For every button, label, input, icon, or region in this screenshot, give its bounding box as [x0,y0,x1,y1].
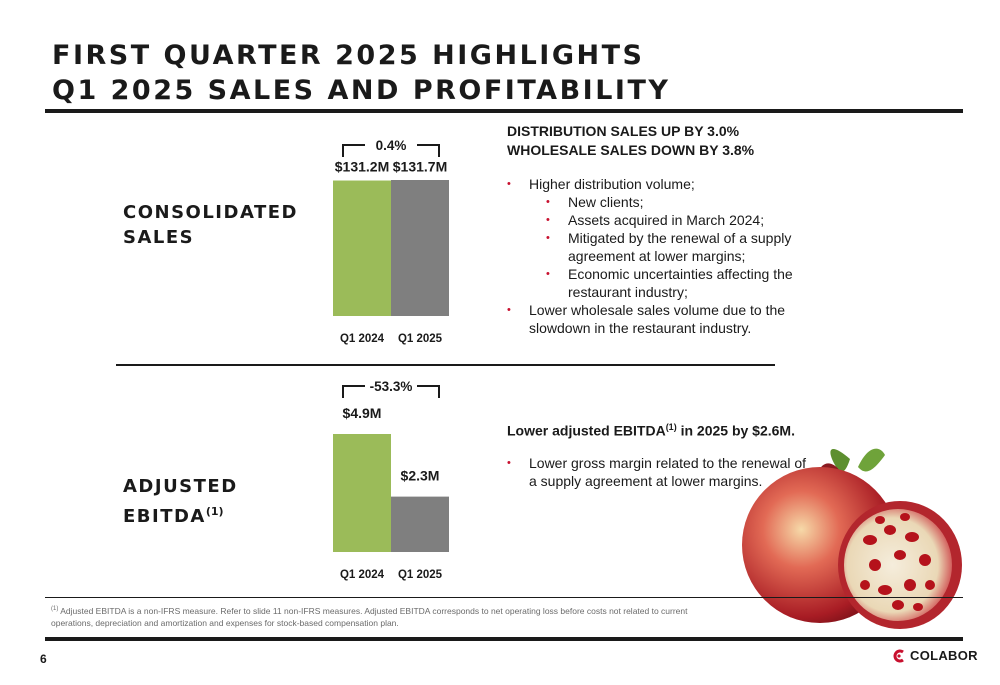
sales-bullet-3: • Mitigated by the renewal of a supply agreement at lower margins; [507,229,847,265]
bottom-divider [45,637,963,641]
sales-heading-line-1: DISTRIBUTION SALES UP BY 3.0% [507,123,740,139]
sales-bullet-4: • Economic uncertainties affecting the restaurant industry; [507,265,847,301]
ebitda-heading: Lower adjusted EBITDA$^{(1)}$ in 2025 by $2.6M. [507,422,795,439]
chart1-change-label: -53.3% [369,379,413,394]
title-line-2: Q1 2025 SALES AND PROFITABILITY [52,75,671,106]
sales-bullet-5: • Lower wholesale sales volume due to the slowdown in the restaurant industry. [507,301,847,337]
chart1-value-label-1: $2.3M [400,467,440,484]
chart0-tick-label-1: Q1 2025 [397,333,443,345]
sales-bullet-1: • New clients; [507,193,847,211]
sales-heading [507,122,847,160]
chart1-value-label-0: $4.9M [342,405,382,421]
sales-commentary [507,122,847,337]
chart1-bar-0 [333,434,391,552]
title-line-1: FIRST QUARTER 2025 HIGHLIGHTS [52,40,645,71]
chart1-bar-1 [391,497,449,552]
sales-label-line-2: SALES [123,227,195,248]
chart1-tick-label-1: Q1 2025 [397,569,443,581]
chart1-tick-label-0: Q1 2024 [339,569,385,581]
footnote: $^{(1)}$ Adjusted EBITDA is a non-IFRS measure. Refer to slide 11 non-IFRS measures. Adjusted EBITDA corresponds to net operating loss before costs not related to current operations, depreciation and amortization and expenses for stock-based compensation plan. [51,605,688,628]
chart0-change-label: 0.4% [375,138,407,153]
middle-divider [116,364,775,366]
chart0-tick-label-0: Q1 2024 [339,333,385,345]
chart0-value-label-0: $131.2M [334,158,390,175]
sales-label-line-1: CONSOLIDATED [123,202,298,223]
sales-heading-line-2: WHOLESALE SALES DOWN BY 3.8% [507,142,755,158]
ebitda-label-line-1: ADJUSTED [123,476,238,497]
chart0-bar-0 [333,181,391,316]
ebitda-bullet-0: • Lower gross margin related to the renewal of a supply agreement at lower margins. [507,454,807,490]
page-number: 6 [40,652,47,666]
ebitda-label-sup: (1) [205,505,224,518]
chart0-bar-1 [391,180,449,316]
footnote-divider [45,597,963,598]
sales-bullet-2: • Assets acquired in March 2024; [507,211,847,229]
chart0-value-label-1: $131.7M [392,158,448,175]
logo-text: COLABOR [910,648,978,663]
colabor-logo [892,648,978,663]
ebitda-label-text: EBITDA [123,506,206,527]
sales-bullet-0: • Higher distribution volume; [507,175,847,193]
sales-bullet-list [507,175,847,337]
pomegranate-image [740,445,970,640]
colabor-logo-icon [892,649,906,663]
